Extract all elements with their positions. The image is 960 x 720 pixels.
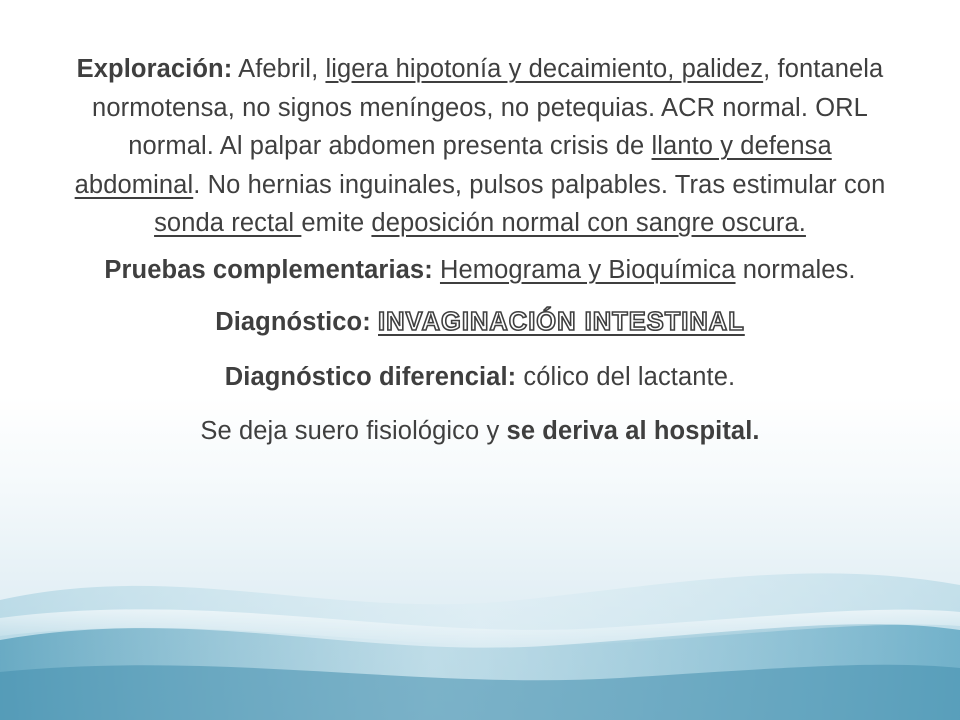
diferencial-label: Diagnóstico diferencial:	[224, 362, 517, 391]
exploracion-text-3: . No hernias inguinales, pulsos palpables. Tras estimular con	[193, 170, 886, 199]
exploracion-underline-1: ligera hipotonía y decaimiento, palidez	[325, 55, 764, 83]
diagnostico-value: INVAGINACIÓN INTESTINAL	[378, 308, 745, 336]
diferencial-paragraph	[62, 358, 898, 397]
pruebas-label: Pruebas complementarias:	[104, 255, 433, 284]
exploracion-underline-2: llanto y defensa abdominal	[74, 132, 832, 199]
pruebas-text-2: normales.	[735, 255, 856, 284]
diagnostico-paragraph	[62, 303, 898, 342]
pruebas-paragraph	[62, 251, 898, 290]
pruebas-underline: Hemograma y Bioquímica	[439, 255, 736, 284]
diagnostico-label: Diagnóstico:	[215, 308, 379, 336]
exploracion-paragraph	[62, 50, 898, 243]
exploracion-text-4: emite	[301, 209, 372, 237]
conclusion-paragraph	[62, 412, 898, 451]
exploracion-label: Exploración:	[76, 55, 233, 83]
exploracion-text-2: , fontanela normotensa, no signos meníngeos, no petequias. ACR normal. ORL normal. Al palpar abdomen presenta crisis de	[92, 55, 884, 160]
exploracion-text-1: Afebril,	[232, 55, 326, 83]
slide-content	[62, 50, 898, 451]
diferencial-text: cólico del lactante.	[516, 362, 736, 391]
conclusion-bold: se deriva al hospital.	[506, 417, 760, 445]
conclusion-text: Se deja suero fisiológico y	[200, 417, 507, 445]
exploracion-underline-4: deposición normal con sangre oscura.	[371, 209, 806, 237]
exploracion-underline-3: sonda rectal	[154, 209, 302, 237]
pruebas-text-1	[433, 256, 440, 284]
